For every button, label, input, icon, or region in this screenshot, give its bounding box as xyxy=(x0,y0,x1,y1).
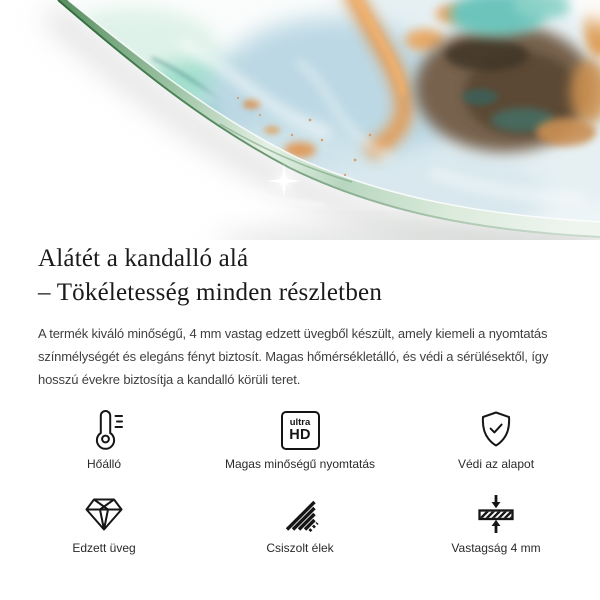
feature-grid xyxy=(0,407,600,555)
diamond-icon xyxy=(83,491,125,537)
feature-thickness xyxy=(398,491,594,555)
ultra-hd-badge-bottom: HD xyxy=(289,427,311,443)
feature-protects-base xyxy=(398,407,594,471)
ultra-hd-badge-top: ultra xyxy=(289,416,311,428)
page-title xyxy=(38,242,562,310)
feature-label: Csiszolt élek xyxy=(266,541,334,555)
feature-tempered-glass xyxy=(6,491,202,555)
feature-ultra-hd-print xyxy=(202,407,398,471)
thermometer-icon xyxy=(84,407,124,453)
ultra-hd-icon xyxy=(281,407,320,453)
polished-edges-icon xyxy=(280,491,320,537)
product-description: A termék kiváló minőségű, 4 mm vastag edzett üvegből készült, amely kiemeli a nyomtatás színmélységét és elegáns fényt biztosít. Magas hőmérsékletálló, és védi a sérülésektől, így hosszú évekre biztosítja a kandalló körüli teret. xyxy=(38,326,549,387)
product-photo xyxy=(0,0,600,240)
feature-label: Vastagság 4 mm xyxy=(451,541,541,555)
content-section xyxy=(0,242,600,391)
feature-label: Edzett üveg xyxy=(72,541,136,555)
title-line-1: Alátét a kandalló alá xyxy=(38,245,249,272)
feature-label: Védi az alapot xyxy=(457,457,535,471)
title-line-2: – Tökéletesség minden részletben xyxy=(38,279,383,306)
feature-heat-resistant xyxy=(6,407,202,471)
feature-polished-edges xyxy=(202,491,398,555)
glass-disc-illustration xyxy=(0,0,600,240)
feature-label: Magas minőségű nyomtatás xyxy=(224,457,376,471)
shield-check-icon xyxy=(476,407,516,453)
thickness-icon xyxy=(476,491,516,537)
feature-label: Hőálló xyxy=(86,457,122,471)
